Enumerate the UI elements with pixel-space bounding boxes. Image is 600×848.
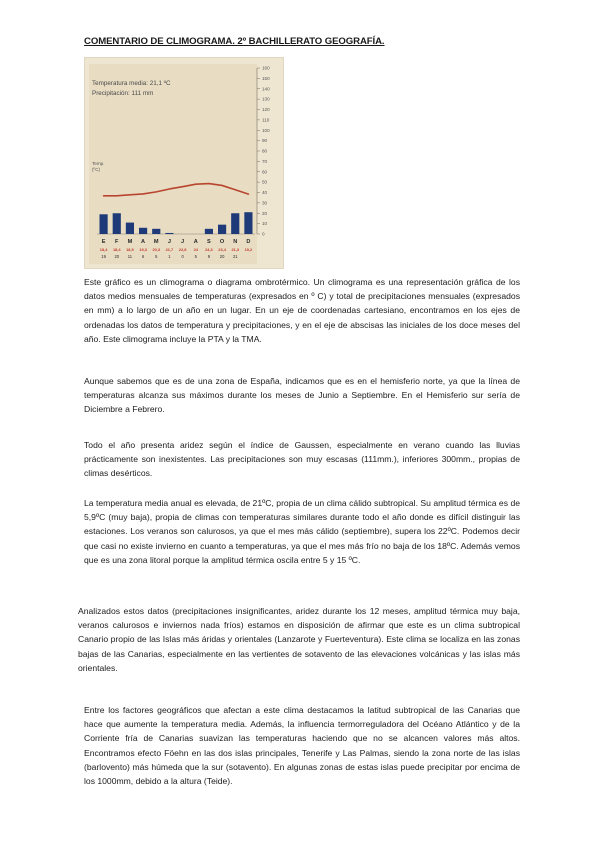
precipitation-bar bbox=[126, 223, 134, 234]
precipitation-value-label: 0 bbox=[181, 254, 184, 259]
month-label: M bbox=[127, 239, 133, 245]
month-label: D bbox=[246, 239, 251, 245]
precipitation-bar bbox=[139, 228, 147, 234]
temperature-value-label: 24,3 bbox=[205, 247, 213, 252]
month-label: F bbox=[115, 239, 119, 245]
temperature-value-label: 24 bbox=[193, 247, 198, 252]
precipitation-axis-tick-label: 10 bbox=[262, 221, 268, 227]
precipitation-value-label: 21 bbox=[232, 254, 238, 259]
precipitation-axis-tick-label: 0 bbox=[262, 231, 265, 237]
precipitation-value-label: 20 bbox=[219, 254, 225, 259]
month-label: M bbox=[153, 239, 159, 245]
month-label: J bbox=[181, 239, 185, 245]
precipitation-axis-tick-label: 80 bbox=[262, 148, 268, 154]
precipitation-value-label: 1 bbox=[168, 254, 171, 259]
month-label: O bbox=[219, 239, 225, 245]
precipitation-axis-tick-label: 140 bbox=[262, 86, 270, 92]
precipitation-value-label: 6 bbox=[141, 254, 145, 259]
paragraph-definition: Este gráfico es un climograma o diagrama ombrotérmico. Un climograma es una representación gráfica de los datos medios mensuales de temperaturas (expresados en º C) y total de precipitaciones mensuales (expresados en mm) a lo largo de un año en un lugar. En un eje de coordenadas cartesiano, encontramos en los ejes de ordenadas los datos de temperatura y precipitaciones, y en el eje de abscisas las iniciales de los doce meses del año. Este climograma incluye la PTA y la TMA. bbox=[84, 277, 520, 344]
precipitation-value-label: 9 bbox=[207, 254, 211, 259]
precipitation-axis-tick-label: 50 bbox=[262, 179, 268, 185]
precipitation-bar bbox=[218, 225, 226, 234]
temperature-value-label: 21,7 bbox=[165, 247, 174, 252]
temperature-value-label: 22,8 bbox=[178, 247, 187, 252]
temp-axis-label: Temp. bbox=[92, 161, 105, 166]
precipitation-value-label: 20 bbox=[114, 254, 120, 259]
temperature-value-label: 20,3 bbox=[152, 247, 161, 252]
precipitation-bar bbox=[165, 233, 173, 234]
precipitation-bar bbox=[113, 213, 121, 234]
precipitation-axis-tick-label: 90 bbox=[262, 138, 268, 144]
temperature-value-label: 23,4 bbox=[218, 247, 226, 252]
month-label: S bbox=[207, 239, 211, 245]
precipitation-axis-tick-label: 110 bbox=[262, 117, 270, 123]
temperature-value-label: 19,2 bbox=[244, 247, 253, 252]
precipitation-axis-tick-label: 20 bbox=[262, 210, 268, 216]
paragraph-hemisphere: Aunque sabemos que es de una zona de España, indicamos que es en el hemisferio norte, ya que la línea de temperaturas alcanza sus máximos durante los meses de Junio a Septiembre. En el Hemisferio sur sería de Diciembre a Febrero. bbox=[84, 376, 520, 415]
month-label: E bbox=[101, 239, 106, 245]
paragraph-temperature: La temperatura media anual es elevada, de 21ºC, propia de un clima cálido subtropical. Su amplitud térmica es de 5,9ºC (muy baja), propia de climas con temperaturas similares durante todo el año donde es difícil distinguir las estaciones. Los veranos son calurosos, ya que el mes más cálido (septiembre), supera los 22ºC. Podemos decir que casi no existe invierno en cuanto a temperaturas, ya que el mes más frío no baja de los 18ºC. Además vemos que es una zona litoral porque la amplitud térmica oscila entre 5 y 15 ºC. bbox=[84, 498, 520, 565]
month-label: A bbox=[193, 239, 198, 245]
chart-info-precipitation: Precipitación: 111 mm bbox=[92, 90, 154, 97]
precipitation-axis-tick-label: 120 bbox=[262, 107, 270, 113]
temperature-value-label: 19,3 bbox=[139, 247, 147, 252]
month-label: A bbox=[141, 239, 146, 245]
precipitation-axis-tick-label: 130 bbox=[262, 96, 270, 102]
paragraph-aridity: Todo el año presenta aridez según el índice de Gaussen, especialmente en verano cuando las lluvias prácticamente son inexistentes. Las precipitaciones son muy escasas (111mm.), inferiores 300mm., propias de climas desérticos. bbox=[84, 440, 520, 479]
precipitation-axis bbox=[257, 66, 270, 237]
temperature-value-label: 18,4 bbox=[99, 247, 108, 252]
precipitation-axis-tick-label: 160 bbox=[262, 65, 270, 71]
temperature-value-label: 18,4 bbox=[112, 247, 121, 252]
precipitation-axis-tick-label: 40 bbox=[262, 190, 268, 196]
climograph-image bbox=[84, 57, 284, 269]
month-label: N bbox=[233, 239, 238, 245]
precipitation-axis-tick-label: 100 bbox=[262, 127, 270, 133]
precipitation-bar bbox=[231, 213, 239, 234]
temp-axis-unit: (ºC) bbox=[92, 167, 101, 172]
precipitation-value-label: 5 bbox=[155, 254, 158, 259]
chart-info-temperature: Temperatura media: 21,1 ºC bbox=[92, 80, 171, 87]
document-title: COMENTARIO DE CLIMOGRAMA. 2º BACHILLERATO GEOGRAFÍA. bbox=[84, 36, 385, 47]
precipitation-axis-tick-label: 150 bbox=[262, 75, 270, 81]
paragraph-factors: Entre los factores geográficos que afectan a este clima destacamos la latitud subtropical de las Canarias que hace que aumente la temperatura media. Además, la influencia termorreguladora del Océano Atlántico y de la Corriente fría de Canarias suavizan las temperaturas haciendo que no se alcancen valores más altos. Encontramos efecto Föehn en las dos islas principales, Tenerife y Las Palmas, siendo la zona norte de las islas (barlovento) más húmeda que la sur (sotavento). En algunas zonas de estas islas puede precipitar por encima de los 1000mm, debido a la altura (Teide). bbox=[84, 705, 520, 787]
paragraph-climate-type: Analizados estos datos (precipitaciones insignificantes, aridez durante los 12 meses, amplitud térmica muy baja, veranos calurosos e inviernos nada fríos) estamos en disposición de afirmar que este es un clima subtropical Canario propio de las Islas más áridas y orientales (Lanzarote y Fuerteventura). Este clima se localiza en las zonas bajas de las Canarias, especialmente en las vertientes de sotavento de las elevaciones volcánicas y las islas más orientales. bbox=[78, 606, 520, 673]
precipitation-value-label: 11 bbox=[127, 254, 133, 259]
precipitation-bar bbox=[244, 212, 252, 234]
precipitation-bar bbox=[100, 214, 108, 234]
climograph-chart bbox=[85, 58, 285, 270]
precipitation-value-label: 5 bbox=[194, 254, 197, 259]
temperature-value-label: 18,9 bbox=[126, 247, 134, 252]
month-label: J bbox=[167, 239, 171, 245]
precipitation-axis-tick-label: 70 bbox=[262, 158, 268, 164]
temperature-value-label: 21,3 bbox=[231, 247, 240, 252]
precipitation-value-label: 19 bbox=[101, 254, 106, 259]
precipitation-bar bbox=[152, 229, 160, 234]
precipitation-axis-tick-label: 60 bbox=[262, 169, 268, 175]
precipitation-axis-tick-label: 30 bbox=[262, 200, 268, 206]
precipitation-bar bbox=[205, 229, 213, 234]
